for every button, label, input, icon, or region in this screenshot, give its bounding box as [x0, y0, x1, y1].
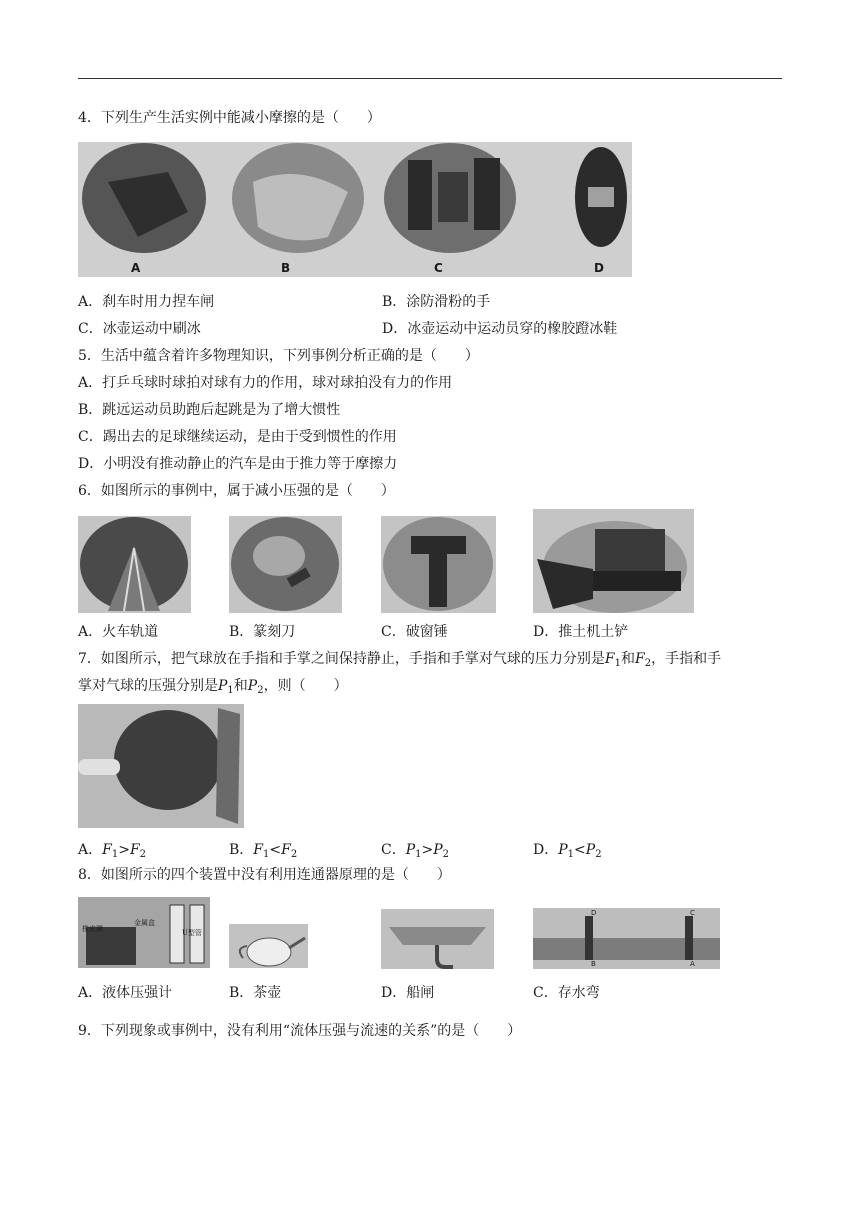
q8-label-d: D: [591, 909, 597, 917]
q8-option-a: A．液体压强计: [78, 985, 173, 1001]
q6-option-b: B．篆刻刀: [229, 624, 296, 640]
q7-option-b: B．$F_1<F_2$: [229, 842, 298, 860]
q5-option-b: B．跳远运动员助跑后起跳是为了增大惯性: [78, 402, 341, 418]
q7-stem-line2: 掌对气球的压强分别是$P_1$和$P_2$，则（ ）: [78, 678, 348, 696]
q4-option-c: C．冰壶运动中刷冰: [78, 321, 201, 337]
q5-option-c: C．踢出去的足球继续运动，是由于受到惯性的作用: [78, 429, 397, 445]
q7-image-balloon: [78, 704, 244, 828]
q6-image-hammer: [381, 516, 496, 613]
q9-stem: 9．下列现象或事例中，没有利用“流体压强与流速的关系”的是（ ）: [78, 1023, 522, 1039]
q5-option-d: D．小明没有推动静止的汽车是由于推力等于摩擦力: [78, 456, 398, 472]
q4-label-a: A: [131, 261, 141, 275]
q4-figure: [78, 142, 632, 277]
q7-option-c: C．$P_1>P_2$: [381, 842, 450, 860]
q7-stem-line1: 7．如图所示，把气球放在手指和手掌之间保持静止，手指和手掌对气球的压力分别是$F_1$和$F_2$，手指和手: [78, 651, 722, 669]
q8-image-manometer: [78, 897, 210, 968]
q4-option-a: A．刹车时用力捏车闸: [78, 294, 215, 310]
q8-image-teapot: [229, 924, 308, 968]
q8-label-a: A: [690, 960, 695, 968]
q4-label-c: C: [434, 261, 443, 275]
q8-label-probe: 金属盒: [134, 919, 155, 927]
q8-label-b: B: [591, 960, 596, 968]
q6-image-bulldozer: [533, 509, 694, 613]
q4-option-d: D．冰壶运动中运动员穿的橡胶蹬冰鞋: [382, 321, 618, 337]
q5-option-a: A．打乒乓球时球拍对球有力的作用，球对球拍没有力的作用: [78, 375, 453, 391]
q4-label-d: D: [594, 261, 604, 275]
q8-image-shiplock: [533, 908, 720, 969]
q6-image-knife: [229, 516, 342, 613]
q7-option-a: A．$F_1>F_2$: [78, 842, 147, 860]
header-rule: [78, 78, 782, 79]
q6-image-rail: [78, 516, 191, 613]
q4-stem: 4．下列生产生活实例中能减小摩擦的是（ ）: [78, 110, 381, 126]
q6-option-c: C．破窗锤: [381, 624, 448, 640]
q8-label-c: C: [690, 909, 695, 917]
q6-option-a: A．火车轨道: [78, 624, 159, 640]
q8-image-sink: [381, 909, 494, 969]
q5-stem: 5．生活中蕴含着许多物理知识，下列事例分析正确的是（ ）: [78, 348, 479, 364]
q4-label-b: B: [281, 261, 291, 275]
q8-option-b: B．茶壶: [229, 985, 282, 1001]
q8-option-c: C．存水弯: [533, 985, 600, 1001]
q6-option-d: D．推土机土铲: [533, 624, 629, 640]
q8-option-d: D．船闸: [381, 985, 435, 1001]
q7-option-d: D．$P_1<P_2$: [533, 842, 602, 860]
q6-stem: 6．如图所示的事例中，属于减小压强的是（ ）: [78, 483, 395, 499]
q8-label-utube: U型管: [182, 929, 202, 937]
q8-stem: 8．如图所示的四个装置中没有利用连通器原理的是（ ）: [78, 867, 451, 883]
q4-option-b: B．涂防滑粉的手: [382, 294, 491, 310]
q8-label-membrane: 橡皮膜: [82, 925, 103, 933]
